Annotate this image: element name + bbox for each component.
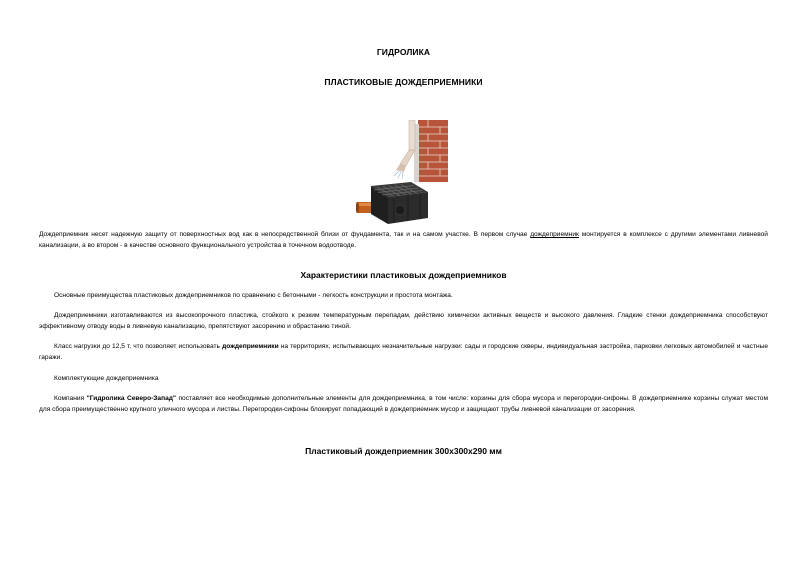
intro-text-1: Дождеприемник несет надежную защиту от поверхностных вод как в непосредственной близи от фундамента, так и на самом участке. В первом случае (39, 231, 531, 238)
inlet-box (371, 182, 428, 224)
company-text-2: поставляет все необходимые дополнительные элементы для дождеприемника, в том числе: корзины для сбора мусора и перегородки-сифоны. В дождеприемнике корзины служат местом для сбора преимущественно крупного уличного мусора и листвы. Перегородки-сифоны блокирует попадающий в дождеприемник мусор и защищают трубы ливневой канализации от засорения. (39, 395, 768, 413)
rain-inlet-illustration (356, 120, 456, 226)
company-name: "Гидролика Северо-Запад" (86, 395, 177, 402)
load-class-paragraph (39, 341, 768, 363)
downpipe (396, 120, 415, 172)
intro-text-2: монтируется в комплексе с другими элементами ливневой канализации, а во втором - в качестве основного функционального устройства в точечном водоотводе. (39, 231, 768, 249)
inlet-link[interactable]: дождеприемник (530, 231, 579, 238)
page-subtitle: ПЛАСТИКОВЫЕ ДОЖДЕПРИЕМНИКИ (324, 77, 483, 87)
brick-wall (414, 120, 448, 182)
page-title: ГИДРОЛИКА (376, 47, 431, 57)
water-lines (394, 171, 403, 179)
components-text: Комплектующие дождеприемника (54, 375, 159, 382)
intro-paragraph (39, 229, 768, 251)
advantages-text: Основные преимущества пластиковых дождеприемников по сравнению с бетонными - легкость конструкции и простота монтажа. (54, 292, 453, 299)
load-class-bold: дождеприемники (222, 343, 279, 350)
material-paragraph (39, 310, 768, 332)
components-paragraph (39, 373, 768, 384)
load-class-text-2: на территориях, испытывающих незначительные нагрузки: сады и городские скверы, индивидуальная застройка, парковки легковых автомобилей и частные гаражи. (39, 343, 769, 361)
company-paragraph (39, 393, 768, 415)
advantages-paragraph (39, 290, 768, 301)
characteristics-heading: Характеристики пластиковых дождеприемников (300, 270, 507, 280)
company-text-1: Компания (54, 395, 87, 402)
material-text: Дождеприемники изготавливаются из высокопрочного пластика, стойкого к резким температурным перепадам, действию химически активных веществ и высокого давления. Гладкие стенки дождеприемника способствуют эффективному отводу воды в ливневую канализацию, препятствуют засорению и обрастанию тиной. (39, 312, 768, 330)
load-class-text-1: Класс нагрузки до 12,5 т, что позволяет использовать (54, 343, 223, 350)
product-heading: Пластиковый дождеприемник 300x300x290 мм (305, 446, 502, 456)
